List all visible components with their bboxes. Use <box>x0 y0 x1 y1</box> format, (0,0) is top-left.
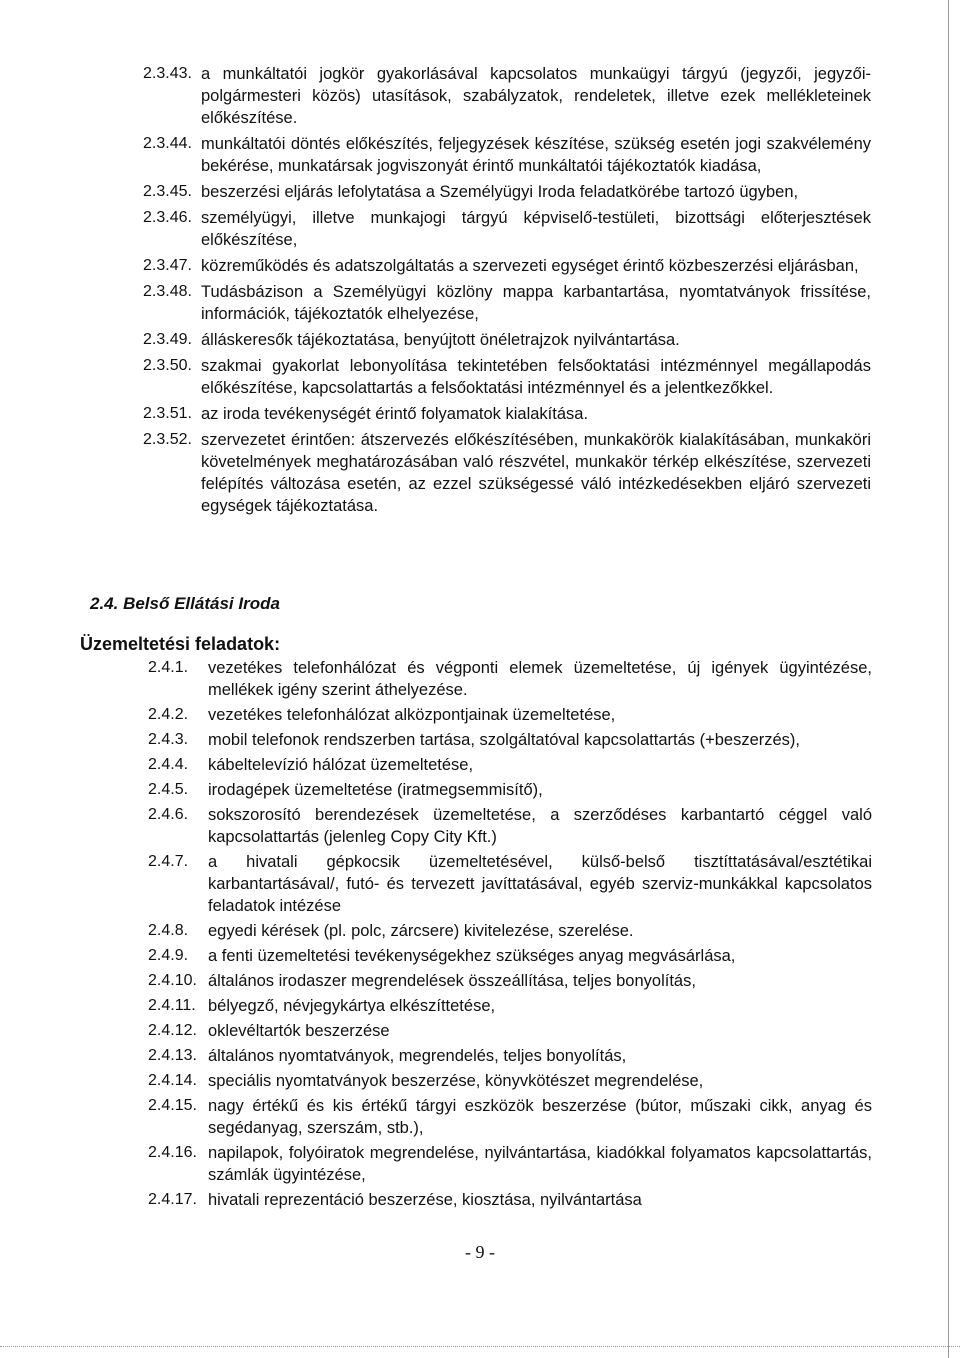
item-number: 2.4.16. <box>148 1144 197 1161</box>
item-number: 2.4.8. <box>148 922 189 939</box>
item-number: 2.4.15. <box>148 1097 197 1114</box>
list-item <box>148 945 872 967</box>
section-2-3-list <box>143 63 871 521</box>
list-item <box>143 429 871 517</box>
subsection-title: Üzemeltetési feladatok: <box>80 634 281 654</box>
item-text: beszerzési eljárás lefolytatása a Személyügyi Iroda feladatkörébe tartozó ügyben, <box>201 183 799 201</box>
list-item <box>148 1142 872 1186</box>
item-text: személyügyi, illetve munkajogi tárgyú képviselő-testületi, bizottsági előterjesztések előkészítése, <box>201 209 871 249</box>
item-text: Tudásbázison a Személyügyi közlöny mappa karbantartása, nyomtatványok frissítése, információk, tájékoztatók elhelyezése, <box>201 283 871 323</box>
list-item <box>148 1070 872 1092</box>
item-number: 2.3.47. <box>143 257 192 274</box>
section-title: 2.4. Belső Ellátási Iroda <box>90 594 280 613</box>
item-number: 2.4.4. <box>148 756 189 773</box>
item-text: irodagépek üzemeltetése (iratmegsemmisítő), <box>208 781 543 799</box>
item-number: 2.3.46. <box>143 209 192 226</box>
list-item <box>148 804 872 848</box>
list-item <box>143 255 871 277</box>
list-item <box>143 281 871 325</box>
item-number: 2.4.13. <box>148 1047 197 1064</box>
item-number: 2.4.6. <box>148 806 189 823</box>
item-text: a munkáltatói jogkör gyakorlásával kapcsolatos munkaügyi tárgyú (jegyzői, jegyzői-polgármesteri közös) utasítások, szabályzatok, rendeletek, illetve ezek mellékleteinek előkészítése. <box>201 65 871 127</box>
list-item <box>148 970 872 992</box>
item-number: 2.4.17. <box>148 1191 197 1208</box>
list-item <box>148 657 872 701</box>
list-item <box>143 403 871 425</box>
list-item <box>143 181 871 203</box>
item-number: 2.4.14. <box>148 1072 197 1089</box>
item-text: oklevéltartók beszerzése <box>208 1022 390 1040</box>
item-number: 2.3.48. <box>143 283 192 300</box>
list-item <box>148 1189 872 1211</box>
item-text: az iroda tevékenységét érintő folyamatok kialakítása. <box>201 405 589 423</box>
item-number: 2.4.3. <box>148 731 189 748</box>
list-item <box>148 920 872 942</box>
scan-bottom-noise <box>0 1346 960 1349</box>
list-item <box>148 754 872 776</box>
item-number: 2.3.50. <box>143 357 192 374</box>
list-item <box>148 729 872 751</box>
item-number: 2.4.9. <box>148 947 189 964</box>
list-item <box>148 779 872 801</box>
item-text: kábeltelevízió hálózat üzemeltetése, <box>208 756 474 774</box>
list-item <box>143 355 871 399</box>
item-number: 2.4.10. <box>148 972 197 989</box>
item-text: a hivatali gépkocsik üzemeltetésével, külső-belső tisztíttatásával/esztétikai karbantartásával/, futó- és tervezett javíttatásával, egyéb szerviz-munkákkal kapcsolatos feladatok intézése <box>208 853 872 915</box>
scan-edge-line <box>948 0 949 1358</box>
list-item <box>148 1020 872 1042</box>
item-number: 2.4.7. <box>148 853 189 870</box>
item-number: 2.4.12. <box>148 1022 197 1039</box>
item-number: 2.4.1. <box>148 659 189 676</box>
list-item <box>148 1095 872 1139</box>
item-text: speciális nyomtatványok beszerzése, könyvkötészet megrendelése, <box>208 1072 704 1090</box>
item-text: egyedi kérések (pl. polc, zárcsere) kivitelezése, szerelése. <box>208 922 634 940</box>
section-2-4-list <box>148 657 872 1214</box>
item-number: 2.4.5. <box>148 781 189 798</box>
item-text: vezetékes telefonhálózat alközpontjainak üzemeltetése, <box>208 706 616 724</box>
list-item <box>143 133 871 177</box>
item-number: 2.3.49. <box>143 331 192 348</box>
item-number: 2.3.44. <box>143 135 192 152</box>
item-number: 2.3.45. <box>143 183 192 200</box>
item-text: általános irodaszer megrendelések összeállítása, teljes bonyolítás, <box>208 972 696 990</box>
item-text: nagy értékű és kis értékű tárgyi eszközök beszerzése (bútor, műszaki cikk, anyag és segédanyag, szerszám, stb.), <box>208 1097 872 1137</box>
item-number: 2.3.51. <box>143 405 192 422</box>
item-text: álláskeresők tájékoztatása, benyújtott önéletrajzok nyilvántartása. <box>201 331 680 349</box>
list-item <box>148 704 872 726</box>
list-item <box>143 329 871 351</box>
list-item <box>148 995 872 1017</box>
list-item <box>148 1045 872 1067</box>
list-item <box>143 63 871 129</box>
item-number: 2.3.52. <box>143 431 192 448</box>
item-text: sokszorosító berendezések üzemeltetése, a szerződéses karbantartó céggel való kapcsolattartás (jelenleg Copy City Kft.) <box>208 806 872 846</box>
page-number: - 9 - <box>465 1242 495 1262</box>
item-text: a fenti üzemeltetési tevékenységekhez szükséges anyag megvásárlása, <box>208 947 736 965</box>
item-text: napilapok, folyóiratok megrendelése, nyilvántartása, kiadókkal folyamatos kapcsolattartás, számlák ügyintézése, <box>208 1144 872 1184</box>
item-text: szervezetet érintően: átszervezés előkészítésében, munkakörök kialakításában, munkaköri követelmények meghatározásában való részvétel, munkakör térkép elkészítése, szervezeti felépítés változása esetén, az ezzel szükségessé váló intézkedésekben eljáró szervezeti egységek tájékoztatása. <box>201 431 871 515</box>
item-text: mobil telefonok rendszerben tartása, szolgáltatóval kapcsolattartás (+beszerzés), <box>208 731 801 749</box>
item-number: 2.3.43. <box>143 65 192 82</box>
item-text: munkáltatói döntés előkészítés, feljegyzések készítése, szükség esetén jogi szakvélemény bekérése, munkatársak jogviszonyát érintő munkáltatói tájékoztatók kiadása, <box>201 135 871 175</box>
item-text: vezetékes telefonhálózat és végponti elemek üzemeltetése, új igények ügyintézése, mellékek igény szerint áthelyezése. <box>208 659 872 699</box>
item-text: általános nyomtatványok, megrendelés, teljes bonyolítás, <box>208 1047 627 1065</box>
item-text: hivatali reprezentáció beszerzése, kiosztása, nyilvántartása <box>208 1191 642 1209</box>
item-text: bélyegző, névjegykártya elkészíttetése, <box>208 997 496 1015</box>
item-number: 2.4.11. <box>148 997 196 1014</box>
item-number: 2.4.2. <box>148 706 189 723</box>
item-text: közreműködés és adatszolgáltatás a szervezeti egységet érintő közbeszerzési eljárásban, <box>201 257 859 275</box>
list-item <box>148 851 872 917</box>
item-text: szakmai gyakorlat lebonyolítása tekintetében felsőoktatási intézménnyel megállapodás előkészítése, kapcsolattartás a felsőoktatási intézménnyel és a jelentkezőkkel. <box>201 357 871 397</box>
list-item <box>143 207 871 251</box>
